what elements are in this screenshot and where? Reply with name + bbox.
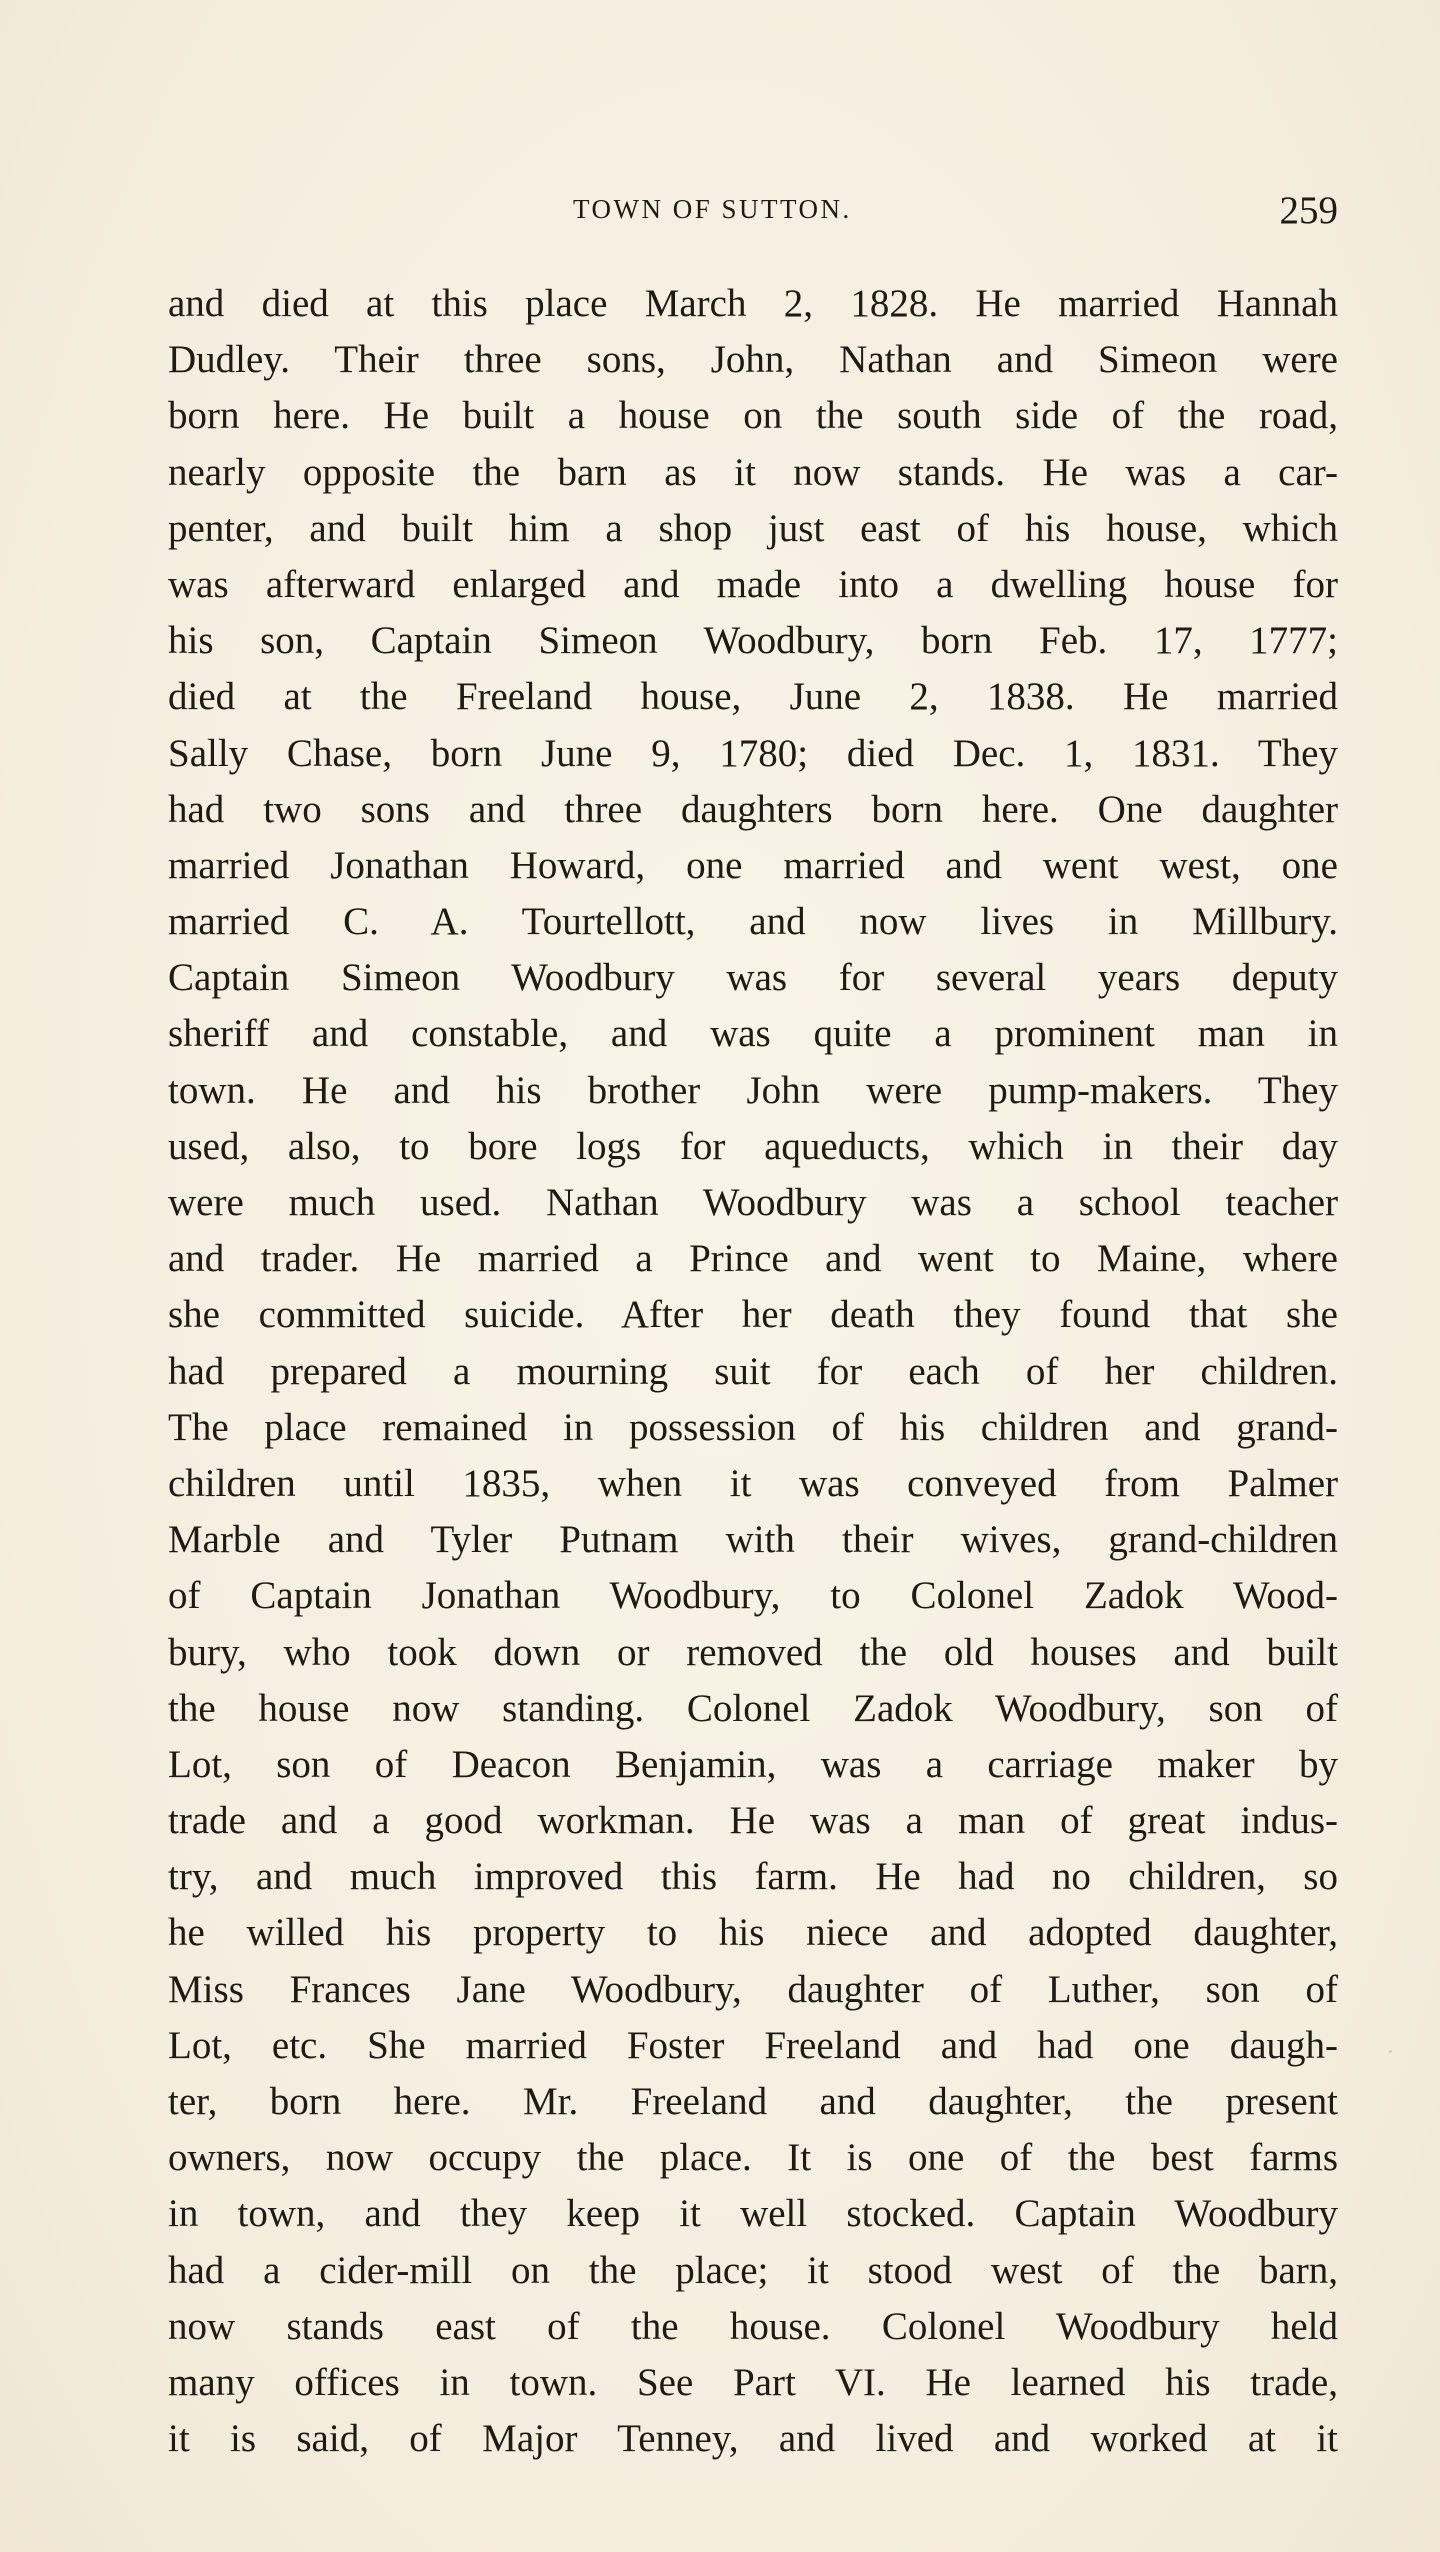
running-title: TOWN OF SUTTON. <box>573 194 852 224</box>
text-line: had a cider-mill on the place; it stood west of the barn, <box>168 2248 1338 2292</box>
text-line: Dudley. Their three sons, John, Nathan and Simeon were <box>168 338 1338 382</box>
text-line: Miss Frances Jane Woodbury, daughter of Luther, son of <box>168 1967 1338 2011</box>
text-line: the house now standing. Colonel Zadok Woodbury, son of <box>168 1686 1338 1730</box>
text-line: his son, Captain Simeon Woodbury, born Feb. 17, 1777; <box>168 619 1338 663</box>
text-line: The place remained in possession of his children and grand- <box>168 1405 1338 1449</box>
text-line: and died at this place March 2, 1828. He married Hannah <box>168 282 1338 325</box>
text-line: sheriff and constable, and was quite a prominent man in <box>168 1012 1338 1056</box>
text-line: Captain Simeon Woodbury was for several years deputy <box>168 956 1338 1000</box>
text-line: trade and a good workman. He was a man of great indus- <box>168 1799 1338 1843</box>
text-line: born here. He built a house on the south side of the road, <box>168 394 1338 438</box>
text-line: married Jonathan Howard, one married and went west, one <box>168 843 1338 887</box>
text-line: penter, and built him a shop just east of his house, which <box>168 506 1338 550</box>
text-line: died at the Freeland house, June 2, 1838. He married <box>168 675 1338 719</box>
text-line: Marble and Tyler Putnam with their wives, grand-children <box>168 1518 1338 1562</box>
text-line: now stands east of the house. Colonel Woodbury held <box>168 2304 1338 2348</box>
text-line: it is said, of Major Tenney, and lived and worked at it <box>168 2417 1338 2461</box>
text-line: owners, now occupy the place. It is one of the best farms <box>168 2136 1338 2180</box>
text-line: many offices in town. See Part VI. He learned his trade, <box>168 2360 1338 2404</box>
text-line: Lot, son of Deacon Benjamin, was a carriage maker by <box>168 1742 1338 1786</box>
text-line: town. He and his brother John were pump-makers. They <box>168 1068 1338 1112</box>
text-line: had prepared a mourning suit for each of her children. <box>168 1349 1338 1393</box>
text-line: Sally Chase, born June 9, 1780; died Dec. 1, 1831. They <box>168 731 1338 775</box>
body-text <box>168 276 1338 2467</box>
text-line: try, and much improved this farm. He had no children, so <box>168 1855 1338 1899</box>
text-line: was afterward enlarged and made into a dwelling house for <box>168 562 1338 606</box>
text-line: he willed his property to his niece and adopted daughter, <box>168 1911 1338 1955</box>
page-number: 259 <box>1279 189 1338 232</box>
text-line: ter, born here. Mr. Freeland and daughter, the present <box>168 2080 1338 2123</box>
text-line: in town, and they keep it well stocked. Captain Woodbury <box>168 2192 1338 2236</box>
text-line: bury, who took down or removed the old houses and built <box>168 1630 1338 1674</box>
text-line: had two sons and three daughters born here. One daughter <box>168 787 1338 831</box>
text-line: married C. A. Tourtellott, and now lives in Millbury. <box>168 900 1338 944</box>
text-line: Lot, etc. She married Foster Freeland and had one daugh- <box>168 2023 1338 2067</box>
text-line: were much used. Nathan Woodbury was a school teacher <box>168 1181 1338 1224</box>
text-line: nearly opposite the barn as it now stands. He was a car- <box>168 450 1338 494</box>
text-line: of Captain Jonathan Woodbury, to Colonel Zadok Wood- <box>168 1574 1338 1618</box>
paper-speck <box>1389 2050 1392 2053</box>
text-line: children until 1835, when it was conveyed from Palmer <box>168 1461 1338 1505</box>
text-line: she committed suicide. After her death they found that she <box>168 1293 1338 1337</box>
text-line: and trader. He married a Prince and went to Maine, where <box>168 1237 1338 1281</box>
page-header <box>168 188 1338 238</box>
text-line: used, also, to bore logs for aqueducts, which in their day <box>168 1124 1338 1168</box>
